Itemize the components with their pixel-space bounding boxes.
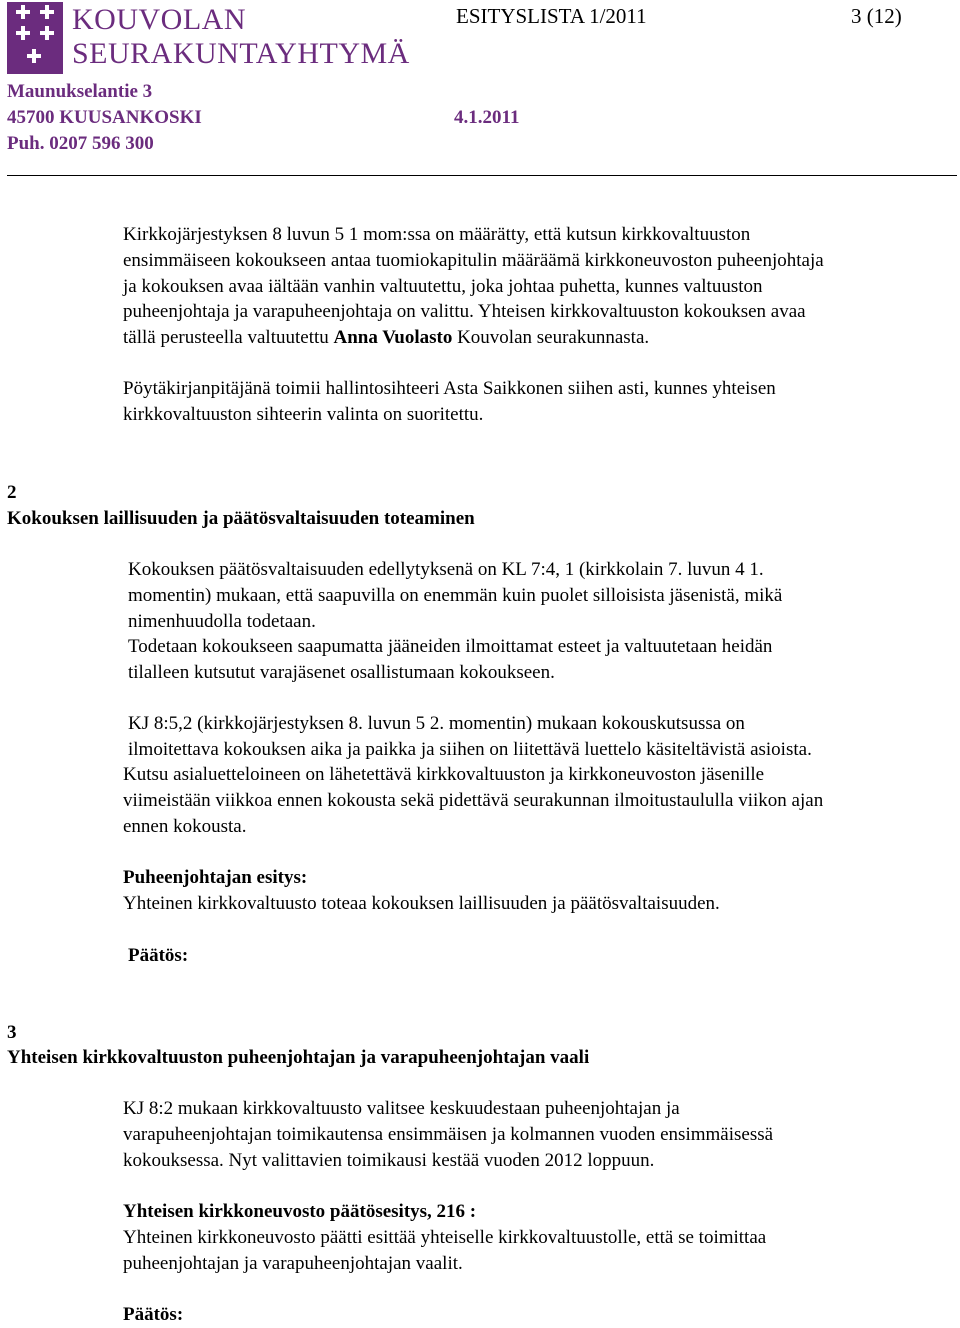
page-number: 3 (12) xyxy=(851,4,902,28)
text-line: KJ 8:5,2 (kirkkojärjestyksen 8. luvun 5 2. momentin) mukaan kokouskutsussa on xyxy=(128,713,745,734)
text-run: Kouvolan seurakunnasta. xyxy=(452,327,650,349)
section3-number xyxy=(7,1020,17,1046)
section1-paragraph2 xyxy=(123,376,776,428)
section-number: 2 xyxy=(7,482,17,503)
text-line: Yhteinen kirkkoneuvosto päätti esittää yhteiselle kirkkovaltuustolle, että se toimittaa xyxy=(123,1227,767,1248)
text-run: tällä perusteella valtuutettu xyxy=(123,327,334,349)
text-line: ensimmäiseen kokoukseen antaa tuomiokapitulin määräämä kirkkoneuvoston puheenjohtaja xyxy=(123,249,824,271)
text-line: kokouksessa. Nyt valittavien toimikausi kestää vuoden 2012 loppuun. xyxy=(123,1149,655,1171)
text-line: viimeistään viikkoa ennen kokousta sekä pidettävä seurakunnan ilmoitustaululla viikon ajan xyxy=(123,789,824,811)
section1-paragraph1 xyxy=(123,222,824,351)
text-line: Kokouksen päätösvaltaisuuden edellytyksenä on KL 7:4, 1 (kirkkolain 7. luvun 4 1. xyxy=(128,559,764,580)
organization-name xyxy=(72,3,410,71)
text-line: ennen kokousta. xyxy=(123,815,247,837)
section3-title: Yhteisen kirkkovaltuuston puheenjohtajan ja varapuheenjohtajan vaali xyxy=(7,1047,590,1068)
text-line: puheenjohtaja ja varapuheenjohtaja on valittu. Yhteisen kirkkovaltuuston kokouksen avaa xyxy=(123,301,806,323)
text-line xyxy=(123,325,824,351)
address-city: 45700 KUUSANKOSKI xyxy=(7,107,202,128)
section3-decision-label: Päätös: xyxy=(123,1304,184,1325)
section2-paragraph1 xyxy=(128,557,782,686)
document-date: 4.1.2011 xyxy=(454,107,520,128)
section3-proposal-label: Yhteisen kirkkoneuvosto päätösesitys, 216 : xyxy=(123,1201,477,1222)
phone-number: Puh. 0207 596 300 xyxy=(7,133,154,154)
text-line: puheenjohtajan ja varapuheenjohtajan vaalit. xyxy=(123,1252,463,1274)
text-line: KJ 8:2 mukaan kirkkovaltuusto valitsee keskuudestaan puheenjohtajan ja xyxy=(123,1098,680,1119)
section2-number xyxy=(7,480,17,506)
section2-decision-label: Päätös: xyxy=(128,945,189,966)
section-number: 3 xyxy=(7,1022,17,1043)
organization-name-line1: KOUVOLAN xyxy=(72,3,246,36)
text-line: momentin) mukaan, että saapuvilla on enemmän kuin puolet silloisista jäsenistä, mikä xyxy=(128,584,783,606)
text-line: ja kokouksen avaa iältään vanhin valtuutettu, joka johtaa puhetta, kunnes valtuuston xyxy=(123,275,763,297)
person-name: Anna Vuolasto xyxy=(333,327,453,349)
organization-name-line2: SEURAKUNTAYHTYMÄ xyxy=(72,37,410,70)
section3-proposal-text xyxy=(123,1225,766,1277)
text-line: tilalleen kutsutut varajäsenet osallistumaan kokoukseen. xyxy=(128,662,555,684)
church-logo-icon xyxy=(7,2,63,74)
header-divider xyxy=(7,175,957,176)
section2-paragraph3 xyxy=(123,762,823,839)
text-line: Kutsu asialuetteloineen on lähetettävä kirkkovaltuuston ja kirkkoneuvoston jäsenille xyxy=(123,764,765,785)
section2-title: Kokouksen laillisuuden ja päätösvaltaisuuden toteaminen xyxy=(7,508,475,529)
text-line: Pöytäkirjanpitäjänä toimii hallintosihteeri Asta Saikkonen siihen asti, kunnes yhteisen xyxy=(123,378,776,399)
section2-proposal-label: Puheenjohtajan esitys: xyxy=(123,867,308,888)
text-line: Todetaan kokoukseen saapumatta jääneiden ilmoittamat esteet ja valtuutetaan heidän xyxy=(128,636,773,658)
text-line: kirkkovaltuuston sihteerin valinta on suoritettu. xyxy=(123,403,484,425)
text-line: varapuheenjohtajan toimikautensa ensimmäisen ja kolmannen vuoden ensimmäisessä xyxy=(123,1123,774,1145)
section3-paragraph1 xyxy=(123,1096,773,1173)
text-line: ilmoitettava kokouksen aika ja paikka ja siihen on liitettävä luettelo käsiteltävistä asioista. xyxy=(128,738,812,760)
text-line: Kirkkojärjestyksen 8 luvun 5 1 mom:ssa on määrätty, että kutsun kirkkovaltuuston xyxy=(123,224,751,245)
section2-proposal-text: Yhteinen kirkkovaltuusto toteaa kokouksen laillisuuden ja päätösvaltaisuuden. xyxy=(123,893,720,914)
address-street: Maunukselantie 3 xyxy=(7,81,153,102)
document-title: ESITYSLISTA 1/2011 xyxy=(456,4,647,28)
text-line: nimenhuudolla todetaan. xyxy=(128,610,316,632)
section2-paragraph2 xyxy=(128,711,812,763)
